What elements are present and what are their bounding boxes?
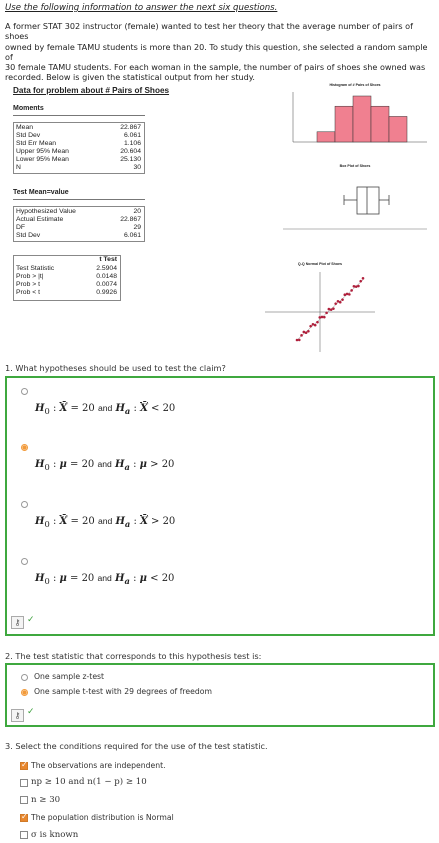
histogram-bar (335, 106, 353, 142)
question-2-text: 2. The test statistic that corresponds to this hypothesis test is: (5, 651, 262, 661)
ttest-label: Prob > |t| (16, 273, 44, 281)
qq-point (303, 331, 306, 334)
test-mean-rule (13, 199, 145, 200)
qq-point (305, 331, 308, 334)
q1-opt3-ha-op: > 20 (151, 516, 176, 527)
q1-option-1-radio[interactable] (21, 388, 28, 395)
q1-opt4-ha-param: μ (139, 573, 147, 584)
histogram-bar (353, 96, 371, 142)
ttest-header: t Test (99, 256, 117, 263)
q3-option-4-checkbox[interactable] (20, 814, 28, 822)
qq-point (307, 330, 310, 333)
ttest-label: Test Statistic (16, 265, 55, 272)
question-1-answer-box (5, 376, 435, 636)
q1-key-icon[interactable]: ⚷ (11, 616, 24, 629)
q1-option-2-formula[interactable]: $H_0$ : μ = 20 and $H_a$ : μ > 20 (35, 459, 175, 472)
test-mean-labels (16, 208, 76, 240)
q3-option-1-checkbox[interactable] (20, 762, 28, 770)
histogram-plot (277, 80, 433, 156)
q1-opt3-h0-val: = 20 (70, 516, 95, 527)
qq-point (362, 277, 365, 280)
stats-output-image (5, 80, 435, 360)
test-mean-title: Test Mean=value (13, 189, 69, 196)
q1-opt2-h0-val: = 20 (70, 459, 95, 470)
q2-option-1-radio[interactable] (21, 674, 28, 681)
q1-correct-check-icon: ✓ (27, 615, 35, 625)
qq-point (300, 334, 303, 337)
ttest-value: 0.9926 (96, 289, 117, 297)
q1-opt2-ha-op: > 20 (150, 459, 175, 470)
test-mean-label: Std Dev (16, 232, 41, 240)
moments-value: 25.130 (120, 156, 141, 164)
boxplot-box (357, 187, 379, 214)
test-mean-table (13, 206, 145, 242)
q2-option-2-label[interactable]: One sample t-test with 29 degrees of freedom (34, 687, 212, 696)
q3-option-5-checkbox[interactable] (20, 831, 28, 839)
qq-point (312, 323, 315, 326)
qq-point (353, 285, 356, 288)
test-mean-value: 22.867 (120, 216, 141, 224)
qq-point (334, 302, 337, 305)
question-3-text: 3. Select the conditions required for the use of the test statistic. (5, 741, 268, 751)
q1-option-4-radio[interactable] (21, 558, 28, 565)
moments-table (13, 122, 145, 174)
boxplot-title: Box Plot of Shoes (339, 164, 371, 168)
q1-opt2-ha-param: μ (139, 459, 147, 470)
moments-label: Lower 95% Mean (16, 156, 69, 164)
q1-opt4-h0-param: μ (59, 573, 67, 584)
qq-point (328, 308, 331, 311)
moments-label: Upper 95% Mean (16, 148, 69, 156)
ttest-table (13, 255, 121, 301)
moments-value: 6.061 (123, 132, 141, 140)
qq-point (314, 324, 317, 327)
intro-line: 30 female TAMU students. For each woman in the sample, the number of pairs of shoes she owned was (5, 62, 426, 73)
q1-opt2-and: and (97, 459, 112, 469)
q1-opt1-ha-op: < 20 (151, 403, 176, 414)
qq-point (341, 298, 344, 301)
moments-label: Mean (16, 124, 34, 131)
intro-text (5, 21, 435, 83)
q1-option-1-formula[interactable]: $H_0$ : X̄ = 20 and $H_a$ : X̄ < 20 (35, 403, 176, 416)
q3-option-2-checkbox[interactable] (20, 779, 28, 787)
q1-opt1-h0-val: = 20 (70, 403, 95, 414)
test-mean-value: 6.061 (123, 232, 141, 240)
ttest-value: 2.5904 (96, 265, 117, 272)
intro-heading: Use the following information to answer the next six questions. (5, 3, 278, 13)
moments-labels (16, 124, 69, 173)
q1-option-2-radio[interactable] (21, 444, 28, 451)
qq-point (323, 316, 326, 319)
qq-point (298, 339, 301, 342)
data-title: Data for problem about # Pairs of Shoes (13, 86, 170, 95)
ttest-value: 0.0074 (96, 281, 117, 289)
test-mean-label: Actual Estimate (16, 216, 64, 224)
q1-opt1-and: and (97, 403, 113, 413)
qq-point (321, 316, 324, 319)
q1-opt4-and: and (97, 573, 112, 583)
ttest-value: 0.0148 (96, 273, 117, 281)
qq-plot (255, 260, 385, 360)
qq-point (346, 293, 349, 296)
moments-value: 1.106 (123, 140, 141, 148)
q1-option-4-formula[interactable]: $H_0$ : μ = 20 and $H_a$ : μ < 20 (35, 573, 175, 586)
histogram-bar (317, 132, 335, 142)
q2-key-icon[interactable]: ⚷ (11, 709, 24, 722)
q1-opt1-ha-param: X̄ (140, 403, 148, 414)
histogram-bar (371, 106, 389, 142)
qq-point (348, 293, 351, 296)
qq-point (339, 301, 342, 304)
q1-option-3-formula[interactable]: $H_0$ : X̄ = 20 and $H_a$ : X̄ > 20 (35, 516, 176, 529)
q3-option-5-label[interactable]: σ is known (31, 830, 79, 840)
question-2-answer-box (5, 663, 435, 727)
q1-opt3-and: and (97, 516, 113, 526)
q1-option-3-radio[interactable] (21, 501, 28, 508)
qq-svg (255, 260, 385, 360)
question-1-text: 1. What hypotheses should be used to test the claim? (5, 363, 226, 373)
ttest-labels (16, 265, 54, 297)
histogram-title: Histogram of # Pairs of Shoes (329, 83, 381, 87)
moments-value: 20.604 (120, 148, 141, 156)
q1-opt4-h0-val: = 20 (70, 573, 95, 584)
qq-point (318, 316, 321, 319)
qq-point (296, 339, 299, 342)
q3-option-4-label[interactable]: The population distribution is Normal (31, 813, 174, 822)
q3-option-3-label[interactable]: n ≥ 30 (31, 795, 61, 805)
moments-label: N (16, 164, 21, 172)
qq-point (357, 285, 360, 288)
intro-line: A former STAT 302 instructor (female) wanted to test her theory that the average number of pairs of shoes (5, 21, 413, 42)
moments-label: Std Dev (16, 132, 41, 140)
ttest-values (96, 265, 117, 297)
qq-point (355, 285, 358, 288)
ttest-label: Prob < t (16, 289, 40, 297)
qq-point (343, 293, 346, 296)
moments-values (120, 124, 141, 173)
q1-opt4-ha-op: < 20 (150, 573, 175, 584)
q2-option-1-label[interactable]: One sample z-test (34, 672, 105, 681)
qq-point (337, 300, 340, 303)
test-mean-value: 29 (133, 224, 141, 232)
qq-point (309, 325, 312, 328)
moments-rule (13, 115, 145, 116)
moments-title: Moments (13, 105, 44, 112)
moments-value: 22.867 (120, 124, 141, 131)
test-mean-label: Hypothesized Value (16, 208, 76, 215)
qq-point (330, 308, 333, 311)
boxplot-plot (277, 162, 433, 234)
q2-correct-check-icon: ✓ (27, 707, 35, 717)
q1-opt2-h0-param: μ (59, 459, 67, 470)
histogram-svg (277, 80, 433, 156)
histogram-bar (389, 116, 407, 142)
intro-line: owned by female TAMU students is more than 20. To study this question, she selected a random sample of (5, 41, 428, 62)
test-mean-value: 20 (133, 208, 141, 215)
q1-opt1-h0-param: X̄ (59, 403, 68, 414)
q3-option-1-label[interactable]: The observations are independent. (31, 761, 166, 770)
q3-option-3-checkbox[interactable] (20, 796, 28, 804)
qq-point (316, 321, 319, 324)
qq-point (332, 307, 335, 310)
qq-point (350, 289, 353, 292)
qq-title: Q-Q Normal Plot of Shoes (297, 262, 343, 266)
q2-option-2-radio[interactable] (21, 689, 28, 696)
moments-label: Std Err Mean (16, 140, 57, 148)
qq-point (325, 312, 328, 315)
q3-option-2-label[interactable]: np ≥ 10 and n(1 − p) ≥ 10 (31, 777, 147, 787)
test-mean-label: DF (16, 224, 26, 232)
ttest-label: Prob > t (16, 281, 40, 289)
test-mean-values (120, 208, 141, 240)
q1-opt3-ha-param: X̄ (140, 516, 148, 527)
intro-line: recorded. Below is given the statistical output from her study. (5, 72, 255, 83)
qq-point (359, 280, 362, 283)
moments-value: 30 (133, 164, 141, 172)
q1-opt3-h0-param: X̄ (59, 516, 68, 527)
boxplot-svg (277, 162, 433, 234)
